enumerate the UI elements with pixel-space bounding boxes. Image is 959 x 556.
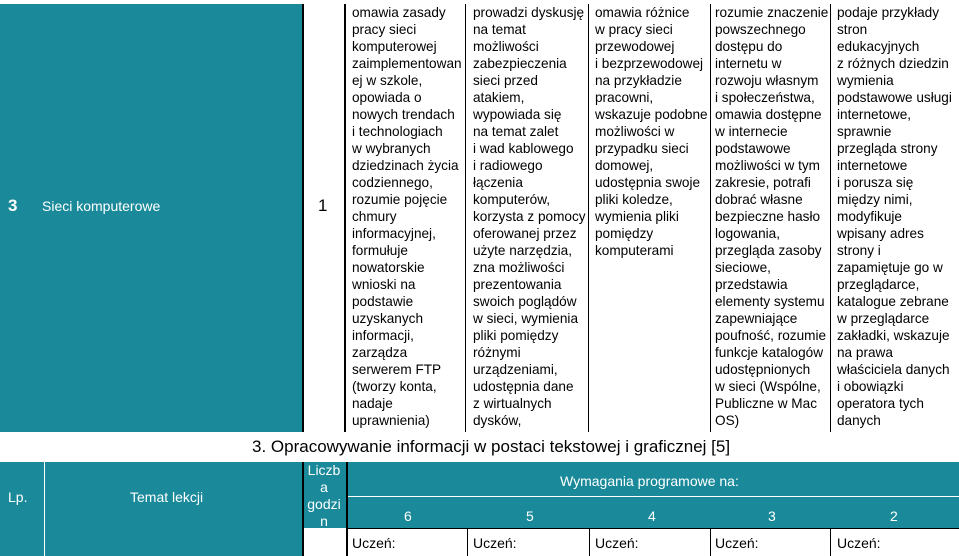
grade6-line: informacyjnej, — [352, 226, 436, 241]
grade6-line: opowiada o — [352, 90, 422, 105]
grade5-line: możliwości — [473, 39, 539, 54]
grade2-line: przeglądarce, — [837, 277, 920, 292]
grade6-line: informacji, — [352, 328, 414, 343]
grade6-line: ej w szkole, — [352, 73, 423, 88]
grade3-line: OS) — [715, 413, 740, 428]
grade5-line: korzysta z pomocy — [473, 209, 586, 224]
grade-4: 4 — [648, 508, 656, 524]
grade6-line: w wybranych — [352, 141, 431, 156]
lp-cell-bg — [0, 4, 34, 432]
header-topic-bg — [44, 462, 302, 556]
grade3-line: rozumie znaczenie — [715, 5, 829, 20]
grade2-line: stron — [837, 22, 868, 37]
student-6: Uczeń: — [352, 535, 396, 551]
grade4-line: przypadku sieci — [595, 141, 689, 156]
grade4-line: pracowni, — [595, 90, 654, 105]
row-topic: Sieci komputerowe — [42, 198, 161, 214]
grade3-line: dobrać własne — [715, 192, 803, 207]
grade3-line: Publiczne w Mac — [715, 396, 817, 411]
grade5-line: oferowanej przez — [473, 226, 577, 241]
grade2-line: modyfikuje — [837, 209, 902, 224]
grade-5: 5 — [526, 508, 534, 524]
grade-3: 3 — [768, 508, 776, 524]
grade4-line: wymienia pliki — [595, 209, 679, 224]
grade6-line: dziedzinach życia — [352, 158, 459, 173]
grade2-line: z różnych dziedzin — [837, 56, 949, 71]
header-lp: Lp. — [8, 489, 28, 505]
grade3-line: podstawowe — [715, 141, 791, 156]
grade5-line: prezentowania — [473, 277, 562, 292]
row-number: 3 — [8, 196, 18, 215]
hours-header-line: a — [320, 479, 328, 495]
grade5-line: i radiowego — [473, 158, 543, 173]
student-4: Uczeń: — [595, 535, 639, 551]
grade3-line: poufność, rozumie — [715, 328, 827, 343]
grade2-line: wpisany adres — [837, 226, 924, 241]
grade6-requirements — [352, 4, 462, 429]
grade6-line: codziennego, — [352, 175, 433, 190]
grade3-line: przedstawia — [715, 277, 788, 292]
grade2-line: strony i — [837, 243, 881, 258]
grade2-line: zapamiętuje go w — [837, 260, 943, 275]
grade6-line: (tworzy konta, — [352, 379, 437, 394]
grade5-line: użyte narzędzia, — [473, 243, 572, 258]
hours-header-line: godzi — [307, 496, 341, 512]
grade2-line: zakładki, wskazuje — [837, 328, 950, 343]
grade5-line: łączenia — [473, 175, 523, 190]
grade2-line: edukacyjnych — [837, 39, 920, 54]
grade2-line: danych — [837, 413, 881, 428]
grade5-line: prowadzi dyskusję — [473, 5, 585, 20]
header-lp-bg — [0, 462, 44, 556]
grade5-line: wypowiada się — [473, 107, 562, 122]
grade3-line: sieciowe, — [715, 260, 771, 275]
grade2-line: na prawa — [837, 345, 893, 360]
grade4-line: pliki koledze, — [595, 192, 673, 207]
grade2-line: w przeglądarce — [837, 311, 930, 326]
hours-header-line: n — [320, 513, 328, 529]
grade6-line: zaimplementowan — [352, 56, 462, 71]
grade2-line: podaje przykłady — [837, 5, 940, 20]
grade6-line: wnioski na — [352, 277, 416, 292]
grade3-line: omawia dostępne — [715, 107, 822, 122]
grade5-line: zabezpieczenia — [473, 56, 567, 71]
grade3-line: dostępu do — [715, 39, 783, 54]
grade5-line: zna możliwości — [473, 260, 565, 275]
grade6-line: i technologiach — [352, 124, 443, 139]
hours-cell-bg — [302, 4, 344, 432]
grade4-line: możliwości w — [595, 124, 675, 139]
grade-6: 6 — [404, 508, 412, 524]
grade3-line: bezpieczne hasło — [715, 209, 821, 224]
grade3-line: w sieci (Wspólne, — [715, 379, 821, 394]
grade3-line: internetu w — [715, 56, 782, 71]
grade3-line: zakresie, potrafi — [715, 175, 811, 190]
grade6-line: pracy sieci — [352, 22, 417, 37]
grade2-line: właściciela danych — [837, 362, 950, 377]
row-hours: 1 — [318, 196, 328, 215]
grade6-line: chmury — [352, 209, 397, 224]
grade5-line: pliki pomiędzy — [473, 328, 559, 343]
student-2: Uczeń: — [837, 535, 881, 551]
grade4-line: udostępnia swoje — [595, 175, 701, 190]
grade6-line: rozumie pojęcie — [352, 192, 448, 207]
grade4-line: komputerami — [595, 243, 674, 258]
grade-2: 2 — [890, 508, 898, 524]
grade5-line: i wad kablowego — [473, 141, 574, 156]
grade2-line: i obowiązki — [837, 379, 904, 394]
grade6-line: serwerem FTP — [352, 362, 442, 377]
grade4-line: w pracy sieci — [595, 22, 673, 37]
grade5-line: komputerów, — [473, 192, 551, 207]
grade3-line: przegląda zasoby — [715, 243, 822, 258]
grade5-line: sieci przed — [473, 73, 538, 88]
grade3-line: i społeczeństwa, — [715, 90, 815, 105]
grade3-line: rozwoju własnym — [715, 73, 819, 88]
grade6-line: podstawie — [352, 294, 414, 309]
grade5-line: swoich poglądów — [473, 294, 577, 309]
grade6-line: omawia zasady — [352, 5, 446, 20]
grade3-line: logowania, — [715, 226, 780, 241]
grade2-line: operatora tych — [837, 396, 924, 411]
student-3: Uczeń: — [715, 535, 759, 551]
grade6-line: zarządza — [352, 345, 408, 360]
grade3-line: możliwości w tym — [715, 158, 820, 173]
header-hours — [302, 462, 346, 530]
grade3-line: udostępnionych — [715, 362, 811, 377]
grade2-line: i porusza się — [837, 175, 914, 190]
section-heading: 3. Opracowywanie informacji w postaci tekstowej i graficznej [5] — [252, 437, 731, 456]
grade6-line: nowatorskie — [352, 260, 425, 275]
grade6-line: uzyskanych — [352, 311, 424, 326]
grade3-line: funkcje katalogów — [715, 345, 824, 360]
header-requirements: Wymagania programowe na: — [560, 473, 739, 489]
grade5-line: atakiem, — [473, 90, 525, 105]
grade2-line: między nimi, — [837, 192, 913, 207]
grade2-line: przegląda strony — [837, 141, 938, 156]
grade5-line: udostępnia dane — [473, 379, 574, 394]
student-5: Uczeń: — [473, 535, 517, 551]
grade5-requirements — [473, 4, 586, 429]
grade5-line: na temat zalet — [473, 124, 559, 139]
grade6-line: nowych trendach — [352, 107, 455, 122]
grade5-line: różnymi — [473, 345, 521, 360]
grade2-line: internetowe, — [837, 107, 912, 122]
grade2-line: katalogue zebrane — [837, 294, 949, 309]
grade6-line: formułuje — [352, 243, 408, 258]
grade5-line: dysków, — [473, 413, 522, 428]
grade4-line: i bezprzewodowej — [595, 56, 704, 71]
grade2-line: wymienia — [837, 73, 894, 88]
grade3-line: w internecie — [715, 124, 788, 139]
grade2-line: sprawnie — [837, 124, 892, 139]
topic-cell-bg — [34, 4, 302, 432]
grade2-line: podstawowe usługi — [837, 90, 952, 105]
grade3-requirements — [715, 4, 828, 429]
grade4-line: przewodowej — [595, 39, 675, 54]
grade5-line: z wirtualnych — [473, 396, 552, 411]
grade5-line: w sieci, wymienia — [473, 311, 578, 326]
grade4-line: domowej, — [595, 158, 654, 173]
grade6-line: komputerowej — [352, 39, 437, 54]
grade4-line: pomiędzy — [595, 226, 654, 241]
hours-header-line: Liczb — [307, 462, 341, 478]
header-topic: Temat lekcji — [130, 489, 204, 505]
grade4-line: na przykładzie — [595, 73, 682, 88]
grade2-requirements — [837, 4, 952, 429]
grade5-line: na temat — [473, 22, 526, 37]
grade3-line: zapewniające — [715, 311, 798, 326]
grade4-line: wskazuje podobne — [595, 107, 708, 122]
grade4-line: omawia różnice — [595, 5, 690, 20]
grade3-line: elementy systemu — [715, 294, 825, 309]
grade6-line: nadaje — [352, 396, 393, 411]
grade5-line: urządzeniami, — [473, 362, 558, 377]
grade4-requirements — [595, 4, 708, 259]
grade2-line: internetowe — [837, 158, 908, 173]
grade3-line: powszechnego — [715, 22, 806, 37]
grade6-line: uprawnienia) — [352, 413, 430, 428]
